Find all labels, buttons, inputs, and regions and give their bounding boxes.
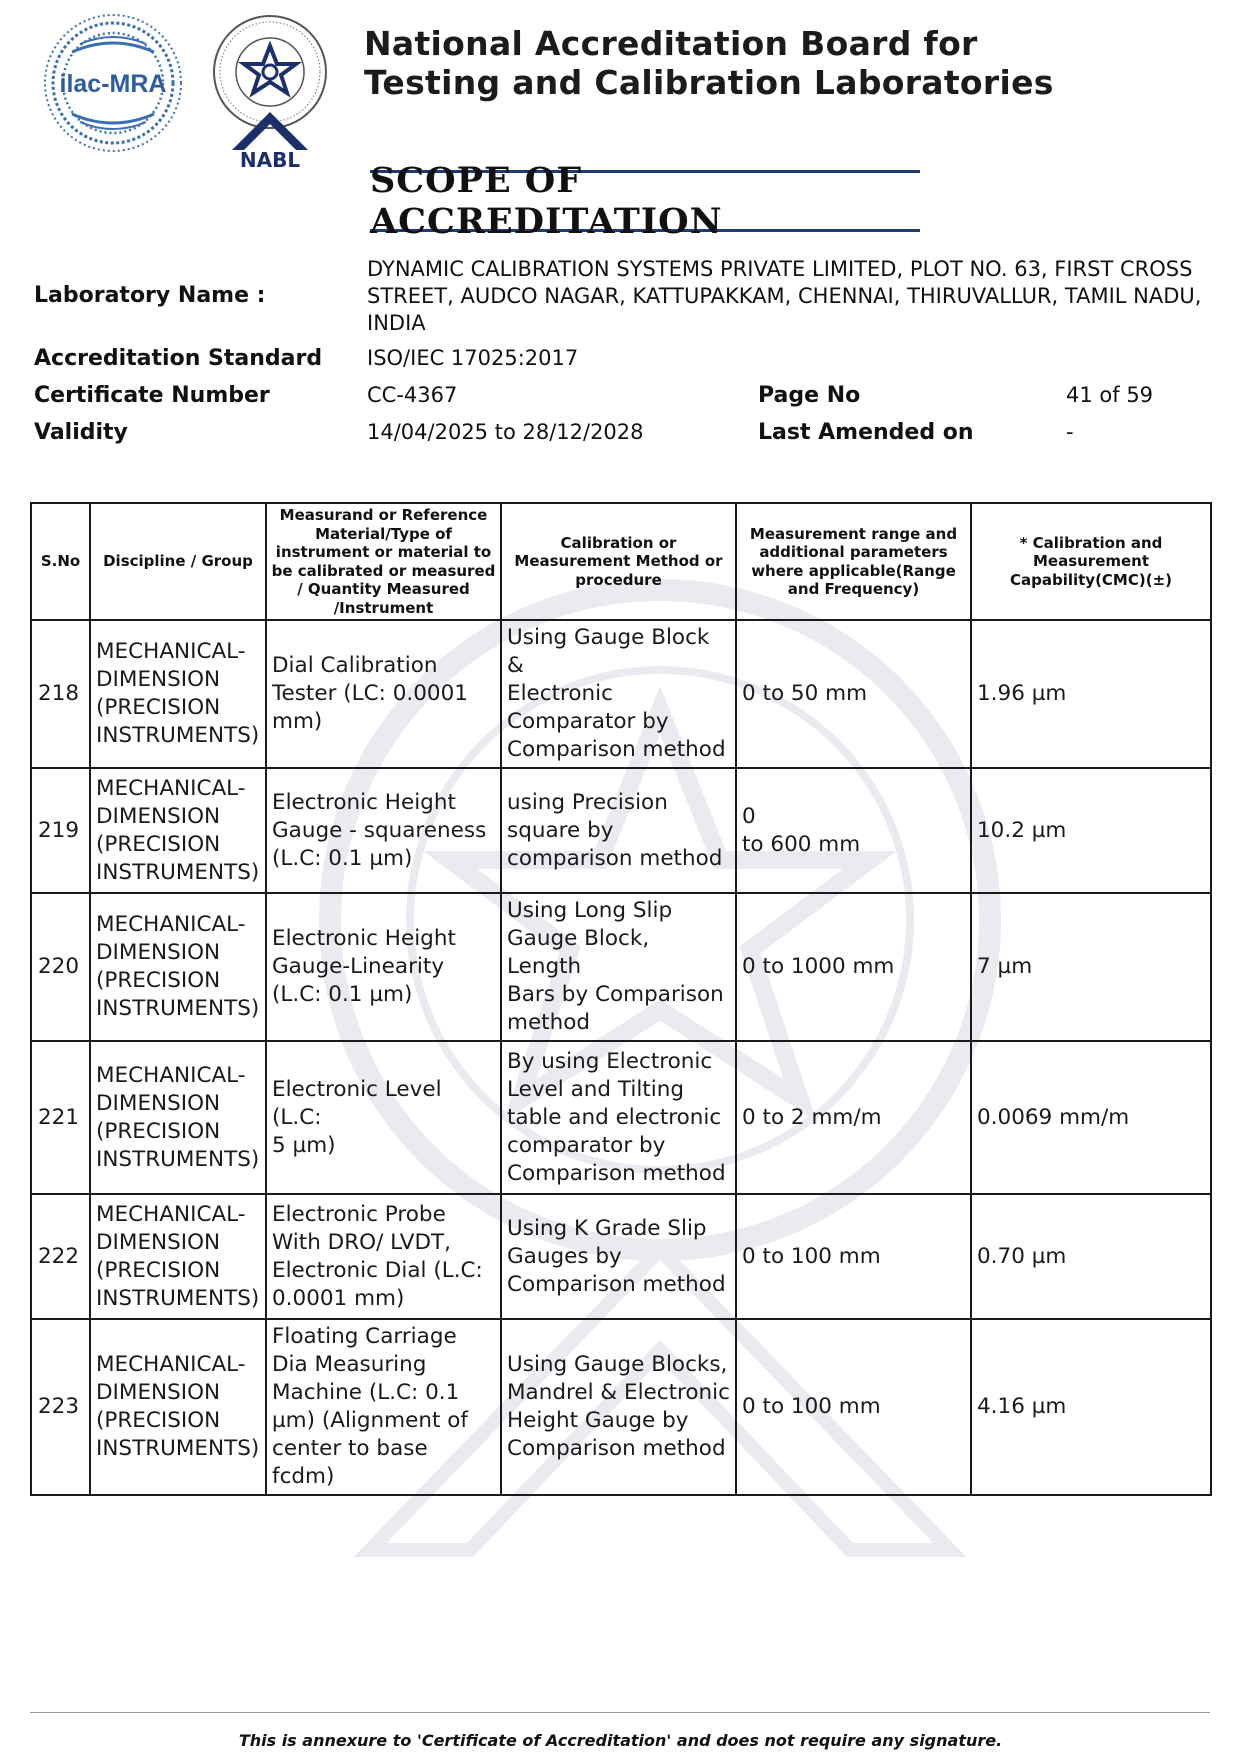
cell-sno: 222 [31,1194,90,1319]
col-header-sno: S.No [31,503,90,620]
cell-cmc: 0.0069 mm/m [971,1041,1211,1194]
footer-note: This is annexure to 'Certificate of Accreditation' and does not require any signature. [238,1731,1003,1750]
board-title-line-2: Testing and Calibration Laboratories [364,63,1054,102]
cell-method: using Precision square by comparison method [501,768,736,893]
document-title-box [370,160,920,242]
lab-name-value [367,256,1207,337]
nabl-logo-text: NABL [239,148,301,172]
standard-value: ISO/IEC 17025:2017 [367,346,579,370]
board-title-line-1: National Accreditation Board for [364,24,978,63]
amended-value: - [1066,420,1074,444]
page-value: 41 of 59 [1066,383,1154,407]
cell-range: 0 to 100 mm [736,1194,971,1319]
nabl-emblem-logo-icon [208,12,332,172]
cell-sno: 221 [31,1041,90,1194]
lab-name-label: Laboratory Name : [34,283,266,308]
table-row [31,620,1211,768]
validity-label: Validity [34,420,128,445]
certificate-label: Certificate Number [34,383,270,408]
cell-range: 0 to 50 mm [736,620,971,768]
cell-range: 0 to 2 mm/m [736,1041,971,1194]
col-header-cmc: * Calibration and Measurement Capability(CMC)(±) [971,503,1211,620]
lab-name-line-2: STREET, AUDCO NAGAR, KATTUPAKKAM, CHENNAI, THIRUVALLUR, TAMIL NADU, [367,284,1202,308]
cell-measurand: Electronic Height Gauge-Linearity (L.C: 0.1 µm) [266,893,501,1041]
table-row [31,893,1211,1041]
cell-discipline: MECHANICAL- DIMENSION (PRECISION INSTRUMENTS) [90,768,266,893]
col-header-method: Calibration or Measurement Method or procedure [501,503,736,620]
cell-cmc: 7 µm [971,893,1211,1041]
cell-discipline: MECHANICAL- DIMENSION (PRECISION INSTRUMENTS) [90,893,266,1041]
table-header-row [31,503,1211,620]
table-row [31,1319,1211,1495]
cell-method: Using Gauge Blocks, Mandrel & Electronic Height Gauge by Comparison method [501,1319,736,1495]
amended-label: Last Amended on [758,420,974,445]
cell-method: Using Long Slip Gauge Block, Length Bars by Comparison method [501,893,736,1041]
cell-method: Using K Grade Slip Gauges by Comparison method [501,1194,736,1319]
certificate-value: CC-4367 [367,383,458,407]
col-header-discipline: Discipline / Group [90,503,266,620]
footer-divider [30,1712,1210,1713]
cell-discipline: MECHANICAL- DIMENSION (PRECISION INSTRUMENTS) [90,620,266,768]
cell-measurand: Electronic Level (L.C: 5 µm) [266,1041,501,1194]
board-title [364,24,1124,102]
cell-cmc: 10.2 µm [971,768,1211,893]
cell-range: 0 to 600 mm [736,768,971,893]
cell-sno: 223 [31,1319,90,1495]
document-title: SCOPE OF ACCREDITATION [370,160,723,242]
lab-name-line-3: INDIA [367,311,426,335]
cell-cmc: 1.96 µm [971,620,1211,768]
cell-cmc: 4.16 µm [971,1319,1211,1495]
cell-discipline: MECHANICAL- DIMENSION (PRECISION INSTRUMENTS) [90,1194,266,1319]
cell-discipline: MECHANICAL- DIMENSION (PRECISION INSTRUMENTS) [90,1319,266,1495]
cell-range: 0 to 1000 mm [736,893,971,1041]
col-header-range: Measurement range and additional parameters where applicable(Range and Frequency) [736,503,971,620]
cell-discipline: MECHANICAL- DIMENSION (PRECISION INSTRUMENTS) [90,1041,266,1194]
cell-range: 0 to 100 mm [736,1319,971,1495]
col-header-measurand: Measurand or Reference Material/Type of instrument or material to be calibrated or measured / Quantity Measured /Instrument [266,503,501,620]
cell-cmc: 0.70 µm [971,1194,1211,1319]
ilac-mra-logo-icon [42,12,184,154]
cell-sno: 219 [31,768,90,893]
cell-method: By using Electronic Level and Tilting table and electronic comparator by Comparison method [501,1041,736,1194]
cell-measurand: Electronic Height Gauge - squareness (L.C: 0.1 µm) [266,768,501,893]
lab-name-line-1: DYNAMIC CALIBRATION SYSTEMS PRIVATE LIMITED, PLOT NO. 63, FIRST CROSS [367,257,1193,281]
scope-table [30,502,1212,1496]
ilac-logo-text: ilac-MRA [59,70,167,98]
cell-measurand: Dial Calibration Tester (LC: 0.0001 mm) [266,620,501,768]
table-row [31,1041,1211,1194]
standard-label: Accreditation Standard [34,346,323,371]
validity-value: 14/04/2025 to 28/12/2028 [367,420,644,444]
table-row [31,768,1211,893]
cell-sno: 220 [31,893,90,1041]
cell-measurand: Floating Carriage Dia Measuring Machine (L.C: 0.1 µm) (Alignment of center to base fcdm) [266,1319,501,1495]
cell-sno: 218 [31,620,90,768]
table-row [31,1194,1211,1319]
cell-measurand: Electronic Probe With DRO/ LVDT, Electronic Dial (L.C: 0.0001 mm) [266,1194,501,1319]
page-label: Page No [758,383,861,408]
cell-method: Using Gauge Block & Electronic Comparator by Comparison method [501,620,736,768]
